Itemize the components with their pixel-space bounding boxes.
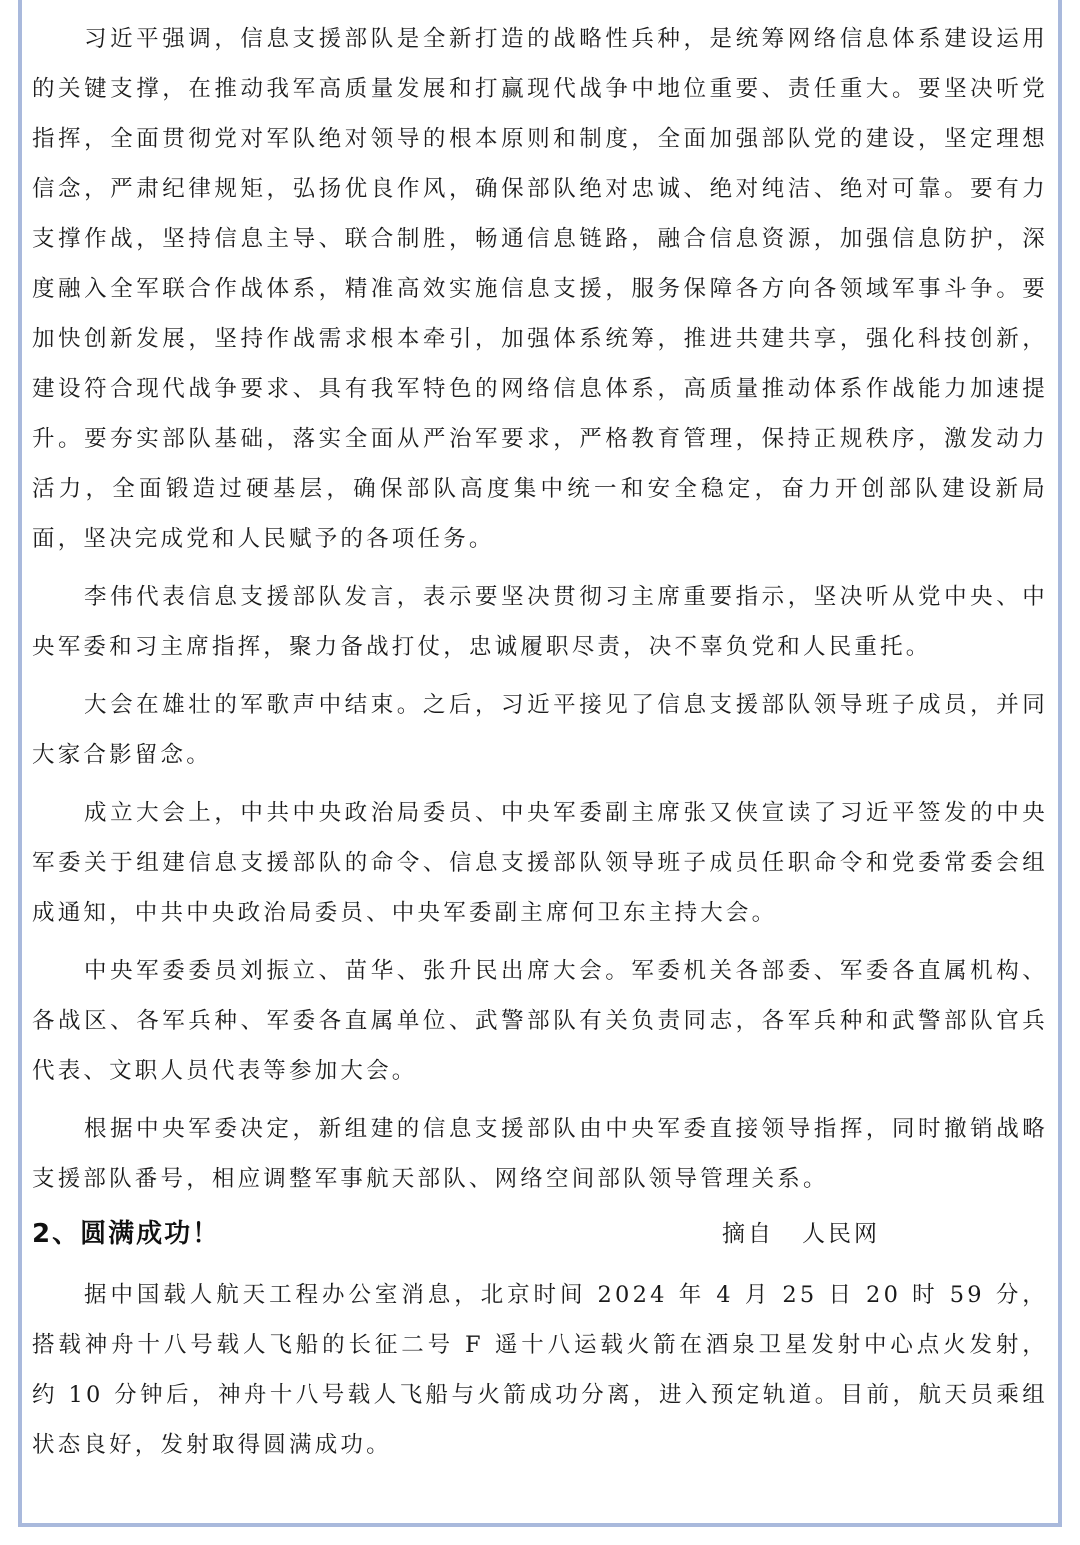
source-label: 摘自 [722, 1221, 774, 1247]
paragraph-5: 中央军委委员刘振立、苗华、张升民出席大会。军委机关各部委、军委各直属机构、各战区、各军兵种、军委各直属单位、武警部队有关负责同志，各军兵种和武警部队官兵代表、文职人员代表等参加大会。 [32, 958, 1048, 1084]
section-2-header [32, 1212, 1048, 1264]
source-name: 人民网 [802, 1221, 880, 1247]
paragraph-2: 李伟代表信息支援部队发言，表示要坚决贯彻习主席重要指示，坚决听从党中央、中央军委和习主席指挥，聚力备战打仗，忠诚履职尽责，决不辜负党和人民重托。 [32, 584, 1048, 660]
paragraph-6: 根据中央军委决定，新组建的信息支援部队由中央军委直接领导指挥，同时撤销战略支援部队番号，相应调整军事航天部队、网络空间部队领导管理关系。 [32, 1116, 1048, 1192]
paragraph-3: 大会在雄壮的军歌声中结束。之后，习近平接见了信息支援部队领导班子成员，并同大家合影留念。 [32, 692, 1048, 768]
paragraph-4: 成立大会上，中共中央政治局委员、中央军委副主席张又侠宣读了习近平签发的中央军委关于组建信息支援部队的命令、信息支援部队领导班子成员任职命令和党委常委会组成通知，中共中央政治局委员、中央军委副主席何卫东主持大会。 [32, 800, 1048, 926]
article-body [32, 14, 1048, 1478]
paragraph-1: 习近平强调，信息支援部队是全新打造的战略性兵种，是统筹网络信息体系建设运用的关键支撑，在推动我军高质量发展和打赢现代战争中地位重要、责任重大。要坚决听党指挥，全面贯彻党对军队绝对领导的根本原则和制度，全面加强部队党的建设，坚定理想信念，严肃纪律规矩，弘扬优良作风，确保部队绝对忠诚、绝对纯洁、绝对可靠。要有力支撑作战，坚持信息主导、联合制胜，畅通信息链路，融合信息资源，加强信息防护，深度融入全军联合作战体系，精准高效实施信息支援，服务保障各方向各领域军事斗争。要加快创新发展，坚持作战需求根本牵引，加强体系统筹，推进共建共享，强化科技创新，建设符合现代战争要求、具有我军特色的网络信息体系，高质量推动体系作战能力加速提升。要夯实部队基础，落实全面从严治军要求，严格教育管理，保持正规秩序，激发动力活力，全面锻造过硬基层，确保部队高度集中统一和安全稳定，奋力开创部队建设新局面，坚决完成党和人民赋予的各项任务。 [32, 26, 1048, 552]
source-attribution [722, 1212, 880, 1256]
section-2-heading: 2、圆满成功！ [32, 1219, 221, 1249]
section-2-paragraph: 据中国载人航天工程办公室消息，北京时间 2024 年 4 月 25 日 20 时 59 分，搭载神舟十八号载人飞船的长征二号 F 遥十八运载火箭在酒泉卫星发射中心点火发射，约 10 分钟后，神舟十八号载人飞船与火箭成功分离，进入预定轨道。目前，航天员乘组状态良好，发射取得圆满成功。 [32, 1282, 1048, 1458]
